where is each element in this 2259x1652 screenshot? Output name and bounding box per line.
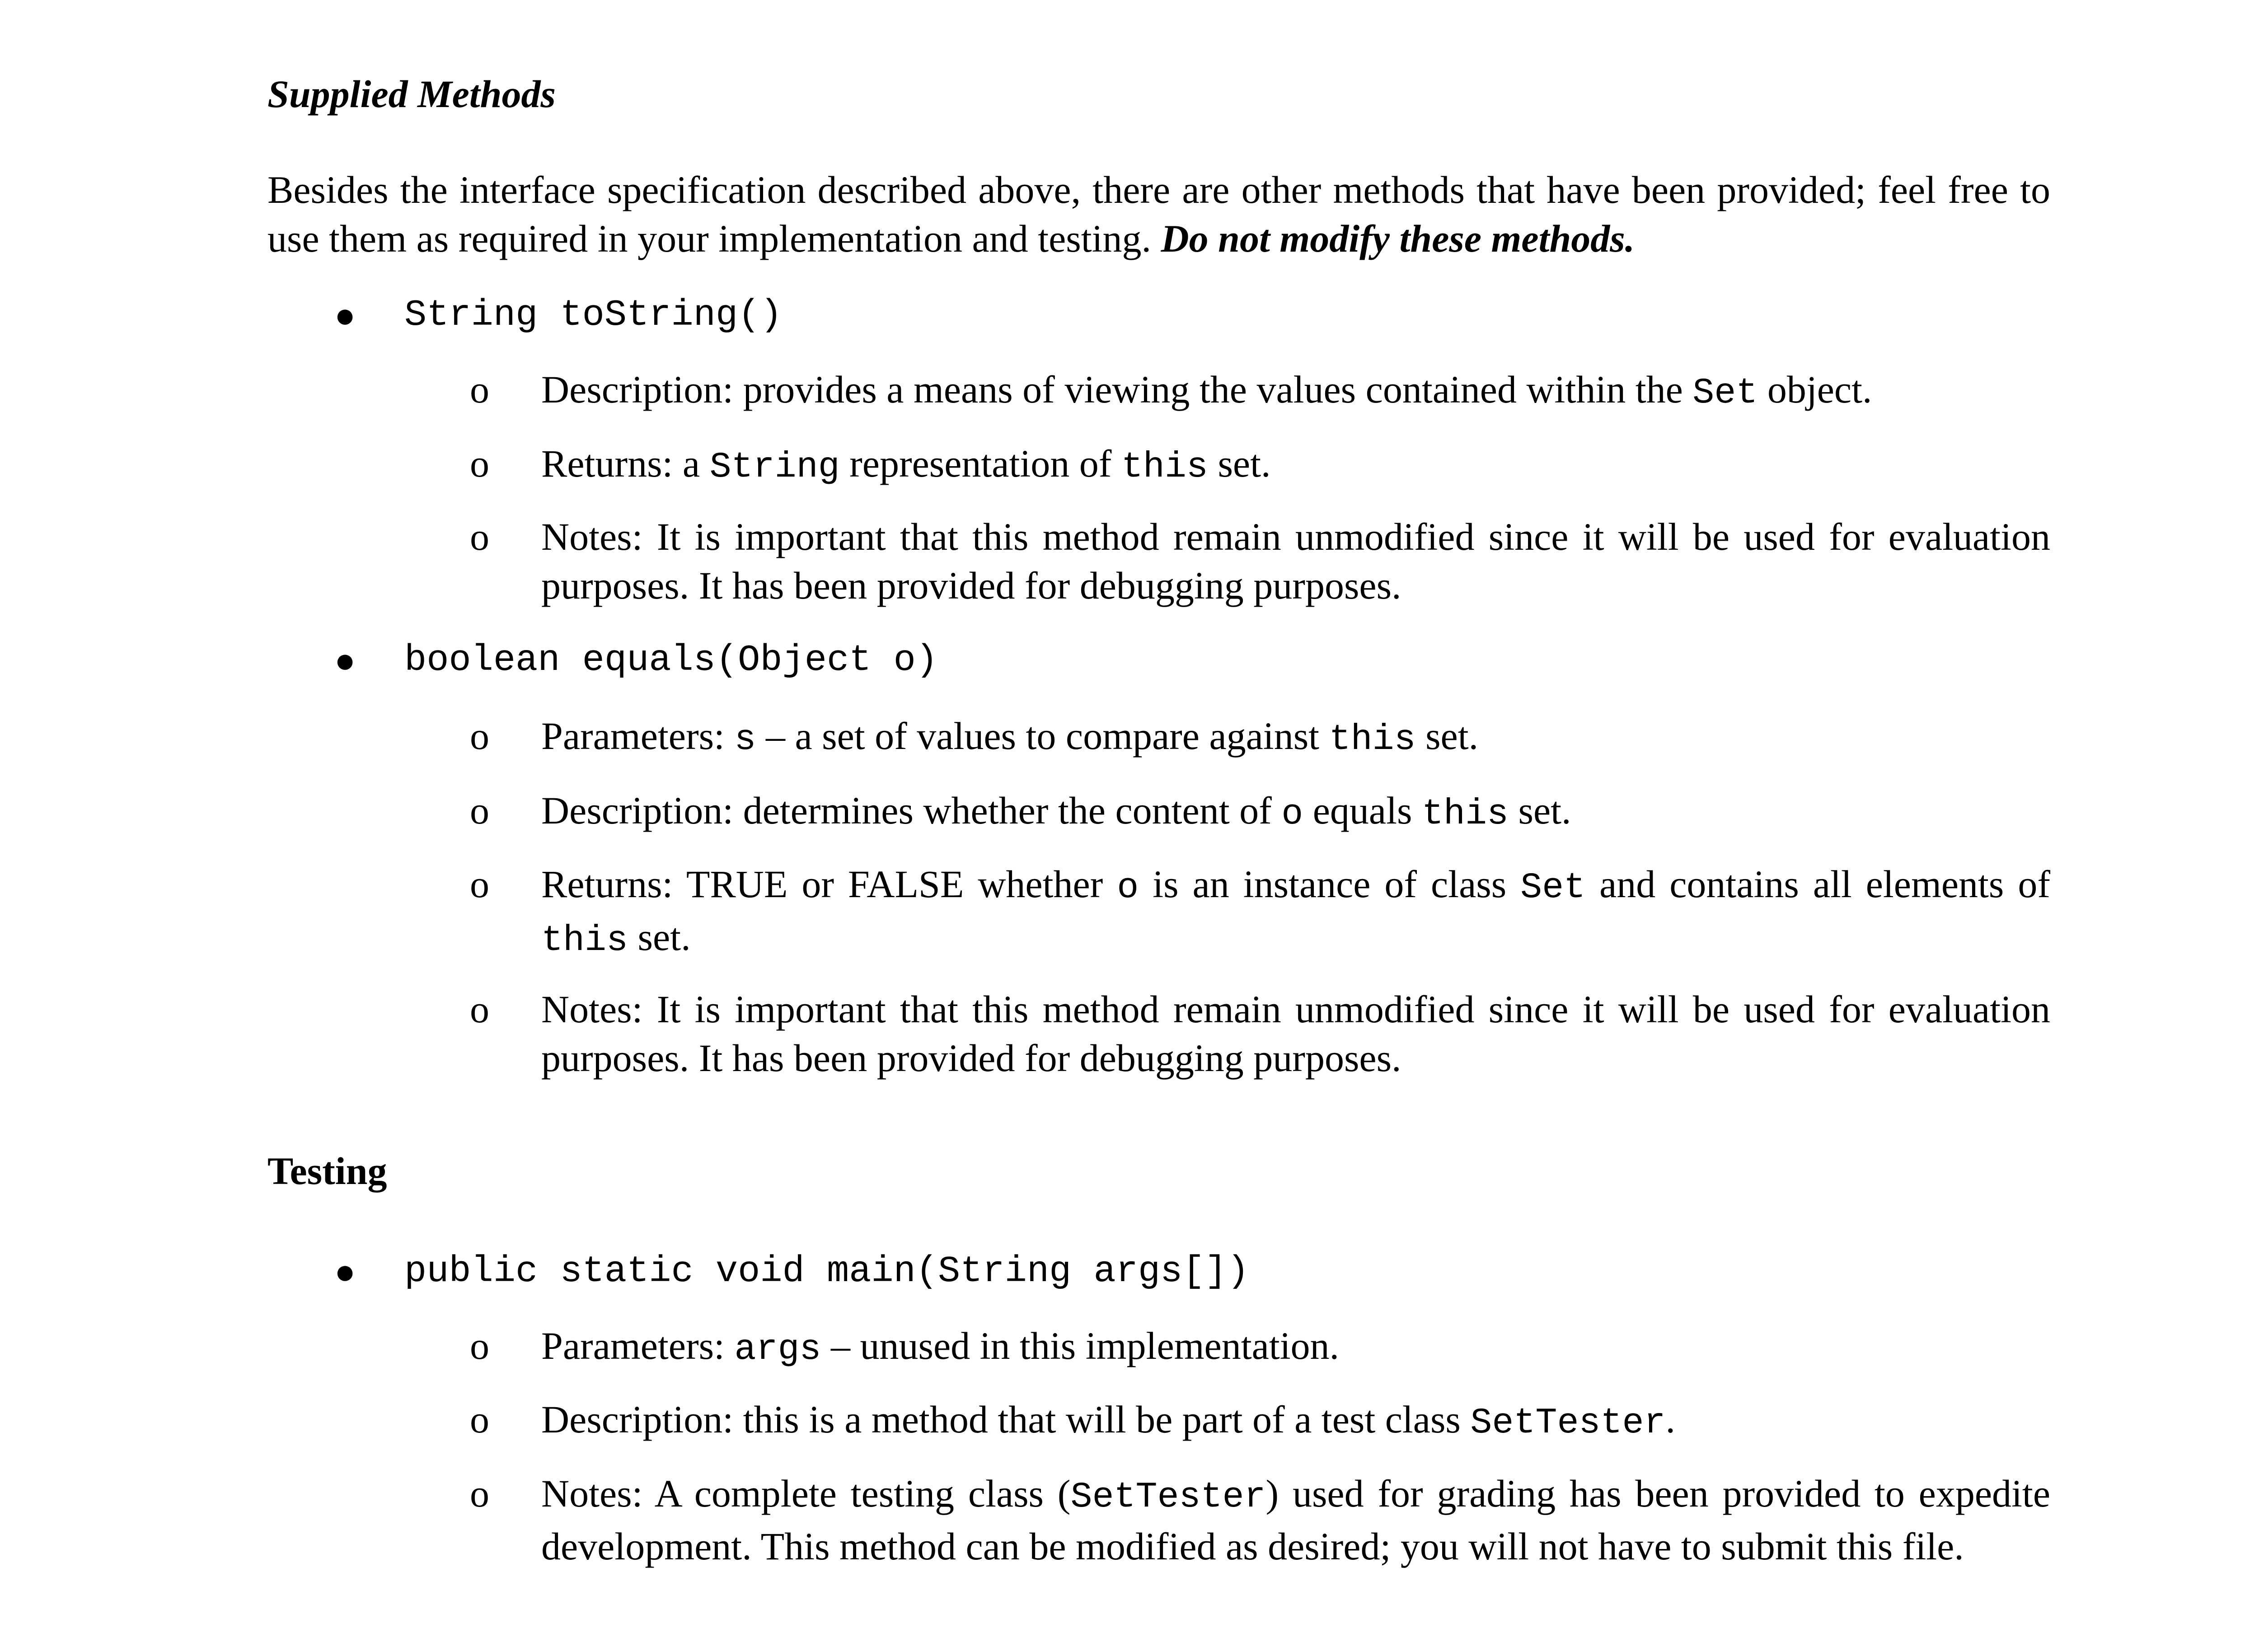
sub-bullet-marker: o xyxy=(470,862,489,906)
method-signature-main: public static void main(String args[]) xyxy=(404,1250,1249,1292)
intro-emphasis: Do not modify these methods. xyxy=(1161,217,1635,260)
main-parameters: Parameters: args – unused in this implementation. xyxy=(541,1324,1340,1370)
bullet-icon: ● xyxy=(334,295,356,335)
sub-bullet-marker: o xyxy=(470,1472,489,1515)
sub-bullet-marker: o xyxy=(470,987,489,1031)
sub-bullet-marker: o xyxy=(470,789,489,832)
supplied-methods-intro xyxy=(267,165,2050,263)
sub-bullet-marker: o xyxy=(470,1398,489,1441)
supplied-methods-heading: Supplied Methods xyxy=(267,72,556,116)
equals-returns: Returns: TRUE or FALSE whether o is an instance of class Set and contains all elements of this set. xyxy=(541,862,2050,961)
main-description: Description: this is a method that will be part of a test class SetTester. xyxy=(541,1398,1675,1444)
equals-description: Description: determines whether the content of o equals this set. xyxy=(541,789,1571,835)
testing-heading: Testing xyxy=(267,1149,387,1193)
tostring-returns: Returns: a String representation of this set. xyxy=(541,442,1271,488)
sub-bullet-marker: o xyxy=(470,442,489,485)
sub-bullet-marker: o xyxy=(470,714,489,758)
method-signature-tostring: String toString() xyxy=(404,294,783,336)
sub-bullet-marker: o xyxy=(470,368,489,411)
equals-notes: Notes: It is important that this method remain unmodified since it will be used for evaluation purposes. It has been provided for debugging purposes. xyxy=(541,987,2050,1080)
bullet-icon: ● xyxy=(334,641,356,680)
sub-bullet-marker: o xyxy=(470,1324,489,1367)
bullet-icon: ● xyxy=(334,1252,356,1291)
sub-bullet-marker: o xyxy=(470,515,489,558)
intro-text: Besides the interface specification described above, there are other methods that have been provided; feel free to use them as required in your implementation and testing. xyxy=(267,168,2050,260)
main-notes: Notes: A complete testing class (SetTester) used for grading has been provided to expedite development. This method can be modified as desired; you will not have to submit this file. xyxy=(541,1472,2050,1568)
equals-parameters: Parameters: s – a set of values to compare against this set. xyxy=(541,714,1479,760)
tostring-notes: Notes: It is important that this method remain unmodified since it will be used for evaluation purposes. It has been provided for debugging purposes. xyxy=(541,515,2050,607)
method-signature-equals: boolean equals(Object o) xyxy=(404,639,938,681)
tostring-description: Description: provides a means of viewing the values contained within the Set object. xyxy=(541,368,1872,414)
